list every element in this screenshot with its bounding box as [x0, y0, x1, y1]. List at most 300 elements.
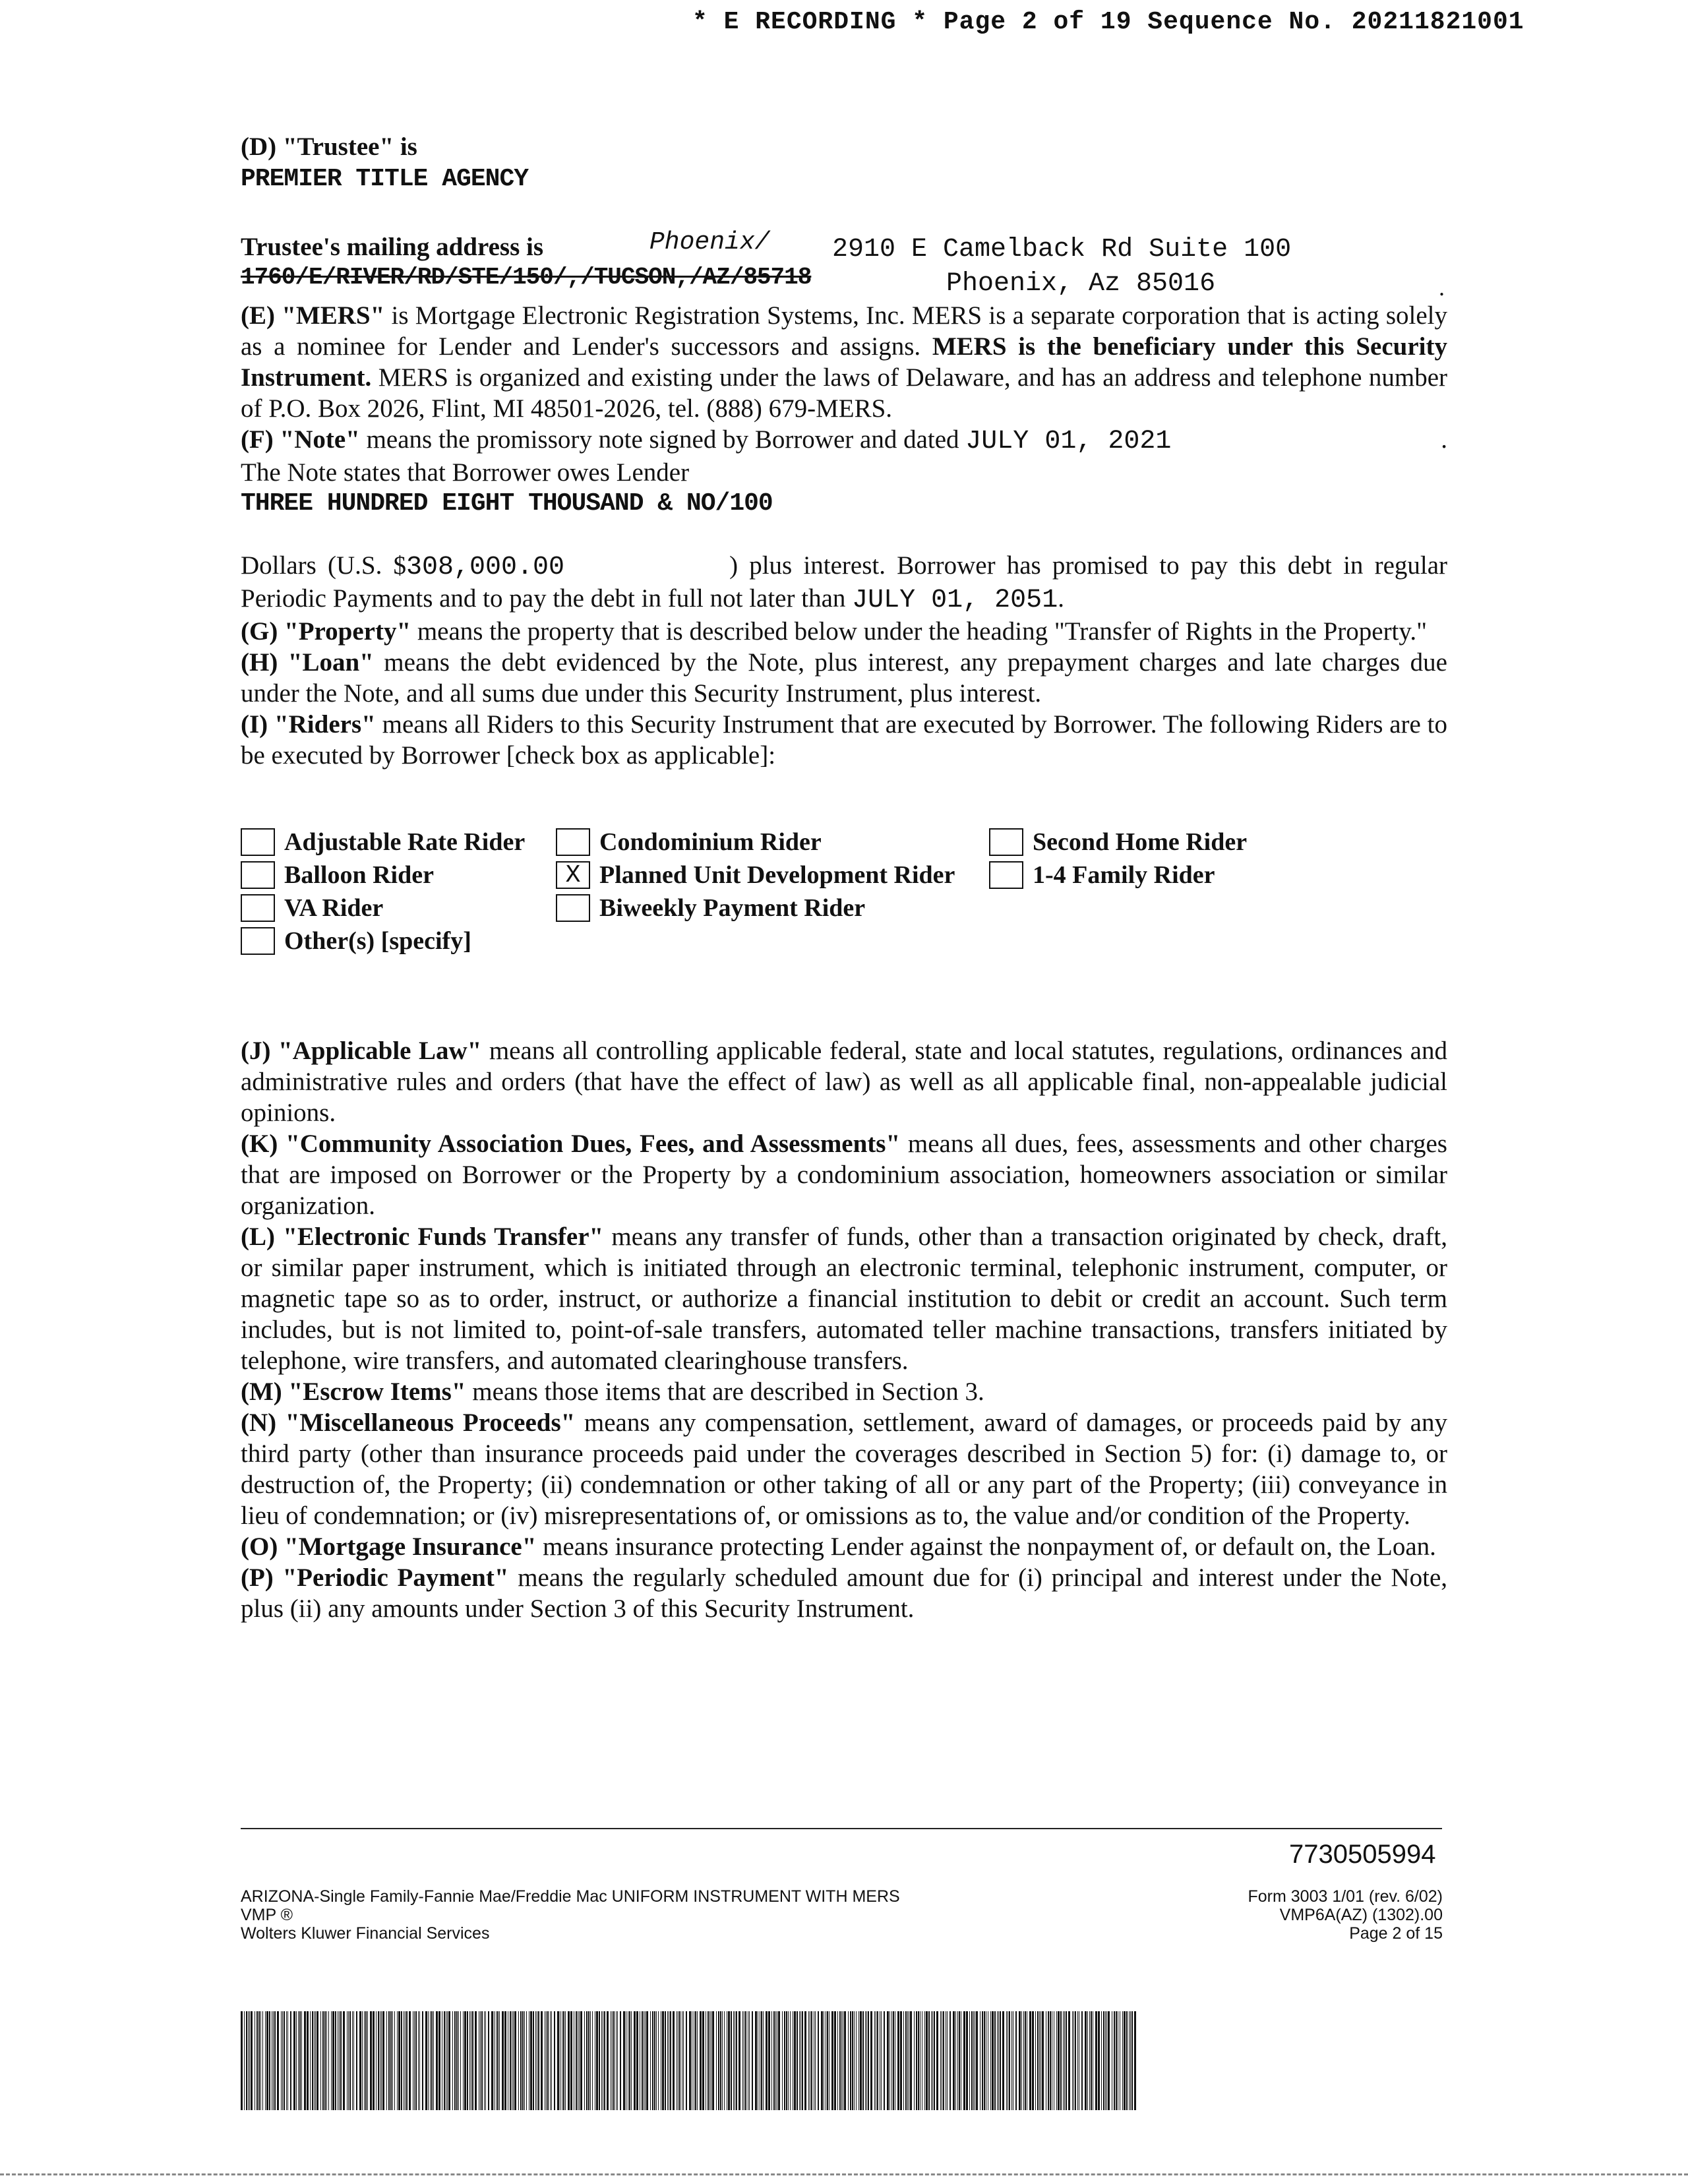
- barcode-bar: [722, 2011, 723, 2110]
- barcode-bar: [971, 2011, 973, 2110]
- barcode-bar: [438, 2011, 440, 2110]
- barcode-bar: [1050, 2011, 1051, 2110]
- barcode-bar: [1035, 2011, 1036, 2110]
- barcode-bar: [386, 2011, 387, 2110]
- barcode-bar: [1095, 2011, 1097, 2110]
- barcode-bar: [353, 2011, 354, 2110]
- barcode-bar: [708, 2011, 709, 2110]
- barcode-bar: [460, 2011, 461, 2110]
- note-date: JULY 01, 2021: [965, 427, 1172, 456]
- barcode-bar: [1066, 2011, 1067, 2110]
- barcode-bar: [496, 2011, 497, 2110]
- barcode-bar: [485, 2011, 486, 2110]
- barcode-bar: [274, 2011, 276, 2110]
- mers-beneficiary-statement: MERS is the beneficiary under this Security Instrument.: [241, 332, 1447, 392]
- barcode-bar: [290, 2011, 291, 2110]
- barcode-bar: [502, 2011, 504, 2110]
- barcode-bar: [656, 2011, 657, 2110]
- barcode-bar: [1068, 2011, 1070, 2110]
- barcode-bar: [768, 2011, 770, 2110]
- barcode-bar: [695, 2011, 696, 2110]
- barcode-bar: [839, 2011, 841, 2110]
- barcode-bar: [376, 2011, 377, 2110]
- barcode-bar: [728, 2011, 730, 2110]
- paragraph-m: (M) "Escrow Items" means those items that are described in Section 3.: [241, 1378, 984, 1406]
- barcode-bar: [563, 2011, 564, 2110]
- barcode-bar: [312, 2011, 313, 2110]
- maturity-date: JULY 01, 2051: [852, 586, 1058, 615]
- rider-balloon[interactable]: Balloon Rider: [241, 861, 434, 890]
- barcode-bar: [1122, 2011, 1123, 2110]
- barcode-bar: [546, 2011, 547, 2110]
- barcode-bar: [547, 2011, 549, 2110]
- barcode-bar: [265, 2011, 266, 2110]
- barcode-bar: [480, 2011, 481, 2110]
- barcode-bar: [1077, 2011, 1078, 2110]
- barcode-bar: [686, 2011, 687, 2110]
- barcode-bar: [811, 2011, 812, 2110]
- barcode-bar: [514, 2011, 516, 2110]
- barcode-bar: [491, 2011, 493, 2110]
- barcode-bar: [324, 2011, 326, 2110]
- barcode-bar: [1106, 2011, 1107, 2110]
- loan-amount: 308,000.00: [406, 553, 565, 582]
- barcode-bar: [296, 2011, 297, 2110]
- barcode-bar: [554, 2011, 555, 2110]
- trustee-address-label: Trustee's mailing address is: [241, 233, 544, 261]
- barcode-bar: [936, 2011, 938, 2110]
- barcode-bar: [709, 2011, 710, 2110]
- barcode-bar: [541, 2011, 543, 2110]
- rider-1-4-family[interactable]: 1-4 Family Rider: [989, 861, 1215, 890]
- barcode-bar: [1103, 2011, 1104, 2110]
- barcode-bar: [1075, 2011, 1076, 2110]
- barcode-bar: [775, 2011, 776, 2110]
- paragraph-dollars: Dollars (U.S. $308,000.00 ) plus interest. Borrower has promised to pay this debt in regular Periodic Payments and to pay the debt in full not later than JULY 01, 2051.: [241, 551, 1448, 615]
- barcode-bar: [984, 2011, 985, 2110]
- barcode-bar: [488, 2011, 489, 2110]
- section-e-to-i: [241, 300, 1447, 771]
- barcode-bar: [889, 2011, 890, 2110]
- barcode-bar: [963, 2011, 965, 2110]
- barcode-bar: [697, 2011, 698, 2110]
- rider-other[interactable]: Other(s) [specify]: [241, 926, 471, 956]
- barcode-bar: [1085, 2011, 1087, 2110]
- barcode-bar: [454, 2011, 456, 2110]
- barcode-bar: [907, 2011, 908, 2110]
- barcode-bar: [818, 2011, 819, 2110]
- checkbox[interactable]: [241, 828, 275, 856]
- barcode-bar: [862, 2011, 864, 2110]
- barcode-bar: [298, 2011, 299, 2110]
- barcode-bar: [957, 2011, 958, 2110]
- barcode-bar: [504, 2011, 506, 2110]
- barcode-bar: [831, 2011, 833, 2110]
- barcode-bar: [629, 2011, 630, 2110]
- barcode-bar: [463, 2011, 464, 2110]
- barcode-bar: [642, 2011, 643, 2110]
- barcode-bar: [370, 2011, 372, 2110]
- barcode-bar: [599, 2011, 600, 2110]
- barcode-bar: [397, 2011, 398, 2110]
- barcode-bar: [448, 2011, 450, 2110]
- barcode-bar: [339, 2011, 340, 2110]
- barcode-bar: [973, 2011, 974, 2110]
- barcode-bar: [510, 2011, 511, 2110]
- barcode-bar: [874, 2011, 875, 2110]
- barcode-bar: [916, 2011, 917, 2110]
- barcode-bar: [469, 2011, 470, 2110]
- barcode-bar: [447, 2011, 448, 2110]
- checkbox[interactable]: [556, 828, 590, 856]
- barcode-bar: [1134, 2011, 1136, 2110]
- barcode-bar: [918, 2011, 919, 2110]
- barcode-bar: [808, 2011, 809, 2110]
- barcode-bar: [636, 2011, 638, 2110]
- barcode-bar: [700, 2011, 702, 2110]
- barcode-bar: [1098, 2011, 1100, 2110]
- barcode-bar: [844, 2011, 846, 2110]
- footer-form-info-right: Form 3003 1/01 (rev. 6/02) VMP6A(AZ) (1302).00 Page 2 of 15: [1200, 1887, 1443, 1943]
- barcode-bar: [343, 2011, 345, 2110]
- barcode-bar: [662, 2011, 664, 2110]
- barcode-bar: [590, 2011, 591, 2110]
- barcode-bar: [524, 2011, 525, 2110]
- checkbox[interactable]: [241, 861, 275, 889]
- rider-biweekly-payment[interactable]: Biweekly Payment Rider: [556, 894, 865, 923]
- barcode-bar: [932, 2011, 933, 2110]
- recording-header: * E RECORDING * Page 2 of 19 Sequence No. 20211821001: [692, 8, 1524, 36]
- barcode-bar: [997, 2011, 998, 2110]
- rider-condominium[interactable]: Condominium Rider: [556, 828, 822, 857]
- barcode-bar: [953, 2011, 955, 2110]
- barcode-bar: [415, 2011, 417, 2110]
- barcode-bar: [538, 2011, 539, 2110]
- barcode-bar: [865, 2011, 866, 2110]
- trustee-label: (D) "Trustee" is: [241, 133, 417, 161]
- barcode-bar: [398, 2011, 400, 2110]
- footer-divider: [241, 1828, 1442, 1829]
- barcode-bar: [716, 2011, 717, 2110]
- barcode-bar: [947, 2011, 948, 2110]
- barcode-bar: [910, 2011, 912, 2110]
- barcode-bar: [673, 2011, 675, 2110]
- barcode-bar: [718, 2011, 719, 2110]
- barcode-bar: [969, 2011, 970, 2110]
- barcode-bar: [328, 2011, 329, 2110]
- barcode-bar: [731, 2011, 732, 2110]
- paragraph-k: (K) "Community Association Dues, Fees, and Assessments" means all dues, fees, assessments and other charges that are imposed on Borrower or the Property by a condominium association, homeowners association or similar organization.: [241, 1130, 1447, 1220]
- barcode-bar: [1064, 2011, 1065, 2110]
- barcode-bar: [620, 2011, 621, 2110]
- barcode-bar: [458, 2011, 459, 2110]
- barcode-bar: [959, 2011, 960, 2110]
- document-barcode: [241, 2011, 1138, 2110]
- barcode-bar: [658, 2011, 659, 2110]
- barcode-bar: [596, 2011, 598, 2110]
- barcode-bar: [761, 2011, 762, 2110]
- barcode-bar: [924, 2011, 925, 2110]
- barcode-bar: [584, 2011, 585, 2110]
- barcode-bar: [850, 2011, 851, 2110]
- barcode-bar: [683, 2011, 684, 2110]
- new-address-line-2: Phoenix, Az 85016: [946, 269, 1216, 299]
- barcode-bar: [431, 2011, 433, 2110]
- barcode-bar: [934, 2011, 935, 2110]
- barcode-bar: [1011, 2011, 1012, 2110]
- barcode-bar: [535, 2011, 536, 2110]
- barcode-bar: [738, 2011, 740, 2110]
- barcode-bar: [646, 2011, 648, 2110]
- barcode-bar: [928, 2011, 930, 2110]
- barcode-bar: [1116, 2011, 1117, 2110]
- barcode-bar: [982, 2011, 983, 2110]
- barcode-bar: [821, 2011, 823, 2110]
- barcode-bar: [966, 2011, 968, 2110]
- barcode-bar: [1037, 2011, 1039, 2110]
- barcode-bar: [914, 2011, 915, 2110]
- note-owes-line: The Note states that Borrower owes Lender: [241, 458, 690, 487]
- barcode-bar: [724, 2011, 725, 2110]
- barcode-bar: [414, 2011, 415, 2110]
- barcode-bar: [1130, 2011, 1131, 2110]
- barcode-bar: [433, 2011, 434, 2110]
- barcode-bar: [612, 2011, 613, 2110]
- barcode-bar: [394, 2011, 395, 2110]
- barcode-bar: [365, 2011, 367, 2110]
- term-mers: (E) "MERS": [241, 301, 385, 330]
- barcode-bar: [950, 2011, 951, 2110]
- paragraph-n: (N) "Miscellaneous Proceeds" means any compensation, settlement, award of damages, or proceeds paid by any third party (other than insurance proceeds paid under the coverages described in Section 5) for: (i) damage to, or destruction of, the Property; (ii) condemnation or other taking of all or any part of the Property; (iii) conveyance in lieu of condemnation; or (iv) misrepresentations of, or omissions as to, the value and/or condition of the Property.: [241, 1409, 1447, 1530]
- barcode-bar: [444, 2011, 445, 2110]
- barcode-bar: [362, 2011, 363, 2110]
- barcode-bar: [356, 2011, 357, 2110]
- barcode-bar: [570, 2011, 572, 2110]
- barcode-bar: [422, 2011, 423, 2110]
- barcode-bar: [786, 2011, 787, 2110]
- rider-planned-unit-development[interactable]: X Planned Unit Development Rider: [556, 861, 955, 890]
- barcode-bar: [903, 2011, 904, 2110]
- barcode-bar: [335, 2011, 336, 2110]
- barcode-bar: [551, 2011, 552, 2110]
- barcode-bar: [841, 2011, 842, 2110]
- barcode-bar: [304, 2011, 306, 2110]
- barcode-bar: [992, 2011, 994, 2110]
- barcode-bar: [1129, 2011, 1130, 2110]
- barcode-bar: [568, 2011, 570, 2110]
- paragraph-f: (F) "Note" means the promissory note signed by Borrower and dated JULY 01, 2021 .: [241, 425, 1447, 456]
- barcode-bar: [848, 2011, 849, 2110]
- paragraph-e: (E) "MERS" is Mortgage Electronic Registration Systems, Inc. MERS is a separate corporation that is acting solely as a nominee for Lender and Lender's successors and assigns. MERS is the beneficiary under this Security Instrument. MERS is organized and existing under the laws of Delaware, and has an address and telephone number of P.O. Box 2026, Flint, MI 48501-2026, tel. (888) 679-MERS.: [241, 301, 1447, 423]
- barcode-bar: [381, 2011, 382, 2110]
- barcode-bar: [1042, 2011, 1044, 2110]
- barcode-bar: [788, 2011, 789, 2110]
- barcode-bar: [778, 2011, 780, 2110]
- barcode-bar: [837, 2011, 838, 2110]
- barcode-bar: [782, 2011, 783, 2110]
- barcode-bar: [752, 2011, 753, 2110]
- barcode-bar: [623, 2011, 625, 2110]
- barcode-bar: [367, 2011, 368, 2110]
- barcode-bar: [518, 2011, 519, 2110]
- barcode-bar: [766, 2011, 768, 2110]
- checkbox[interactable]: [989, 828, 1023, 856]
- paragraph-j: (J) "Applicable Law" means all controlling applicable federal, state and local statutes, regulations, ordinances and administrative rules and orders (that have the effect of law) as well as all applicable final, non-appealable judicial opinions.: [241, 1037, 1447, 1127]
- barcode-bar: [834, 2011, 836, 2110]
- barcode-bar: [315, 2011, 316, 2110]
- paragraph-p: (P) "Periodic Payment" means the regularly scheduled amount due for (i) principal and interest under the Note, plus (ii) any amounts under Section 3 of this Security Instrument.: [241, 1563, 1448, 1623]
- barcode-bar: [425, 2011, 427, 2110]
- barcode-bar: [401, 2011, 402, 2110]
- barcode-bar: [790, 2011, 791, 2110]
- barcode-bar: [262, 2011, 263, 2110]
- barcode-bar: [340, 2011, 342, 2110]
- barcode-bar: [287, 2011, 288, 2110]
- barcode-bar: [286, 2011, 287, 2110]
- barcode-bar: [645, 2011, 646, 2110]
- barcode-bar: [1002, 2011, 1004, 2110]
- barcode-bar: [522, 2011, 524, 2110]
- barcode-bar: [456, 2011, 458, 2110]
- rider-second-home[interactable]: Second Home Rider: [989, 828, 1247, 857]
- barcode-bar: [472, 2011, 473, 2110]
- barcode-bar: [256, 2011, 258, 2110]
- barcode-bar: [856, 2011, 857, 2110]
- barcode-bar: [284, 2011, 285, 2110]
- amount-in-words: THREE HUNDRED EIGHT THOUSAND & NO/100: [241, 489, 773, 518]
- struck-address: 1760/E/RIVER/RD/STE/150/,/TUCSON,/AZ/85718: [241, 264, 812, 291]
- barcode-bar: [755, 2011, 757, 2110]
- barcode-bar: [241, 2011, 243, 2110]
- barcode-bar: [301, 2011, 302, 2110]
- barcode-bar: [827, 2011, 828, 2110]
- barcode-bar: [1131, 2011, 1133, 2110]
- trustee-name: PREMIER TITLE AGENCY: [241, 165, 529, 193]
- barcode-bar: [1025, 2011, 1026, 2110]
- barcode-bar: [868, 2011, 869, 2110]
- barcode-bar: [430, 2011, 431, 2110]
- barcode-bar: [378, 2011, 379, 2110]
- barcode-bar: [931, 2011, 932, 2110]
- rider-va[interactable]: VA Rider: [241, 894, 383, 923]
- barcode-bar: [332, 2011, 334, 2110]
- section-j-to-p: [241, 1035, 1447, 1624]
- barcode-bar: [720, 2011, 721, 2110]
- barcode-bar: [390, 2011, 392, 2110]
- barcode-bar: [852, 2011, 853, 2110]
- barcode-bar: [616, 2011, 617, 2110]
- barcode-bar: [382, 2011, 384, 2110]
- barcode-bar: [804, 2011, 806, 2110]
- barcode-bar: [260, 2011, 261, 2110]
- barcode-bar: [513, 2011, 514, 2110]
- barcode-bar: [860, 2011, 862, 2110]
- checkbox[interactable]: [241, 927, 275, 955]
- barcode-bar: [1101, 2011, 1102, 2110]
- barcode-bar: [815, 2011, 816, 2110]
- barcode-bar: [1063, 2011, 1064, 2110]
- barcode-bar: [870, 2011, 872, 2110]
- barcode-bar: [348, 2011, 349, 2110]
- barcode-bar: [409, 2011, 411, 2110]
- term-note: (F) "Note": [241, 425, 360, 454]
- barcode-bar: [418, 2011, 419, 2110]
- rider-adjustable-rate[interactable]: Adjustable Rate Rider: [241, 828, 525, 857]
- barcode-bar: [273, 2011, 274, 2110]
- barcode-bar: [893, 2011, 894, 2110]
- barcode-bar: [900, 2011, 902, 2110]
- barcode-bar: [557, 2011, 559, 2110]
- barcode-bar: [866, 2011, 867, 2110]
- barcode-bar: [943, 2011, 944, 2110]
- barcode-bar: [580, 2011, 582, 2110]
- barcode-bar: [897, 2011, 899, 2110]
- barcode-bar: [1108, 2011, 1110, 2110]
- barcode-bar: [998, 2011, 999, 2110]
- term-loan: (H) "Loan": [241, 648, 374, 677]
- barcode-bar: [1009, 2011, 1010, 2110]
- barcode-bar: [1015, 2011, 1017, 2110]
- barcode-bar: [1032, 2011, 1034, 2110]
- barcode-bar: [1000, 2011, 1001, 2110]
- barcode-bar: [650, 2011, 651, 2110]
- barcode-bar: [1089, 2011, 1090, 2110]
- barcode-bar: [392, 2011, 393, 2110]
- barcode-bar: [373, 2011, 375, 2110]
- barcode-bar: [359, 2011, 361, 2110]
- barcode-bar: [499, 2011, 500, 2110]
- barcode-bar: [405, 2011, 406, 2110]
- address-end-dot: .: [1439, 274, 1445, 301]
- barcode-bar: [736, 2011, 737, 2110]
- barcode-bar: [1072, 2011, 1073, 2110]
- barcode-bar: [665, 2011, 666, 2110]
- barcode-bar: [484, 2011, 485, 2110]
- barcode-bar: [1091, 2011, 1092, 2110]
- barcode-bar: [320, 2011, 321, 2110]
- scan-edge-line: [0, 2173, 1688, 2175]
- barcode-bar: [745, 2011, 746, 2110]
- checkbox-checked[interactable]: X: [556, 861, 590, 889]
- barcode-bar: [1105, 2011, 1106, 2110]
- barcode-bar: [652, 2011, 653, 2110]
- checkbox[interactable]: [556, 894, 590, 922]
- barcode-bar: [406, 2011, 407, 2110]
- barcode-bar: [592, 2011, 593, 2110]
- term-property: (G) "Property": [241, 617, 411, 646]
- barcode-bar: [565, 2011, 566, 2110]
- barcode-bar: [520, 2011, 522, 2110]
- barcode-bar: [475, 2011, 477, 2110]
- barcode-bar: [331, 2011, 332, 2110]
- barcode-bar: [905, 2011, 907, 2110]
- barcode-bar: [802, 2011, 803, 2110]
- barcode-bar: [689, 2011, 691, 2110]
- barcode-bar: [1023, 2011, 1024, 2110]
- barcode-bar: [1087, 2011, 1088, 2110]
- barcode-bar: [586, 2011, 588, 2110]
- barcode-bar: [322, 2011, 324, 2110]
- barcode-bar: [1114, 2011, 1115, 2110]
- barcode-bar: [794, 2011, 796, 2110]
- checkbox[interactable]: [989, 861, 1023, 889]
- barcode-bar: [631, 2011, 632, 2110]
- barcode-bar: [550, 2011, 551, 2110]
- paragraph-o: (O) "Mortgage Insurance" means insurance protecting Lender against the nonpayment of, or default on, the Loan.: [241, 1532, 1436, 1561]
- checkbox[interactable]: [241, 894, 275, 922]
- barcode-bar: [887, 2011, 889, 2110]
- barcode-bar: [670, 2011, 671, 2110]
